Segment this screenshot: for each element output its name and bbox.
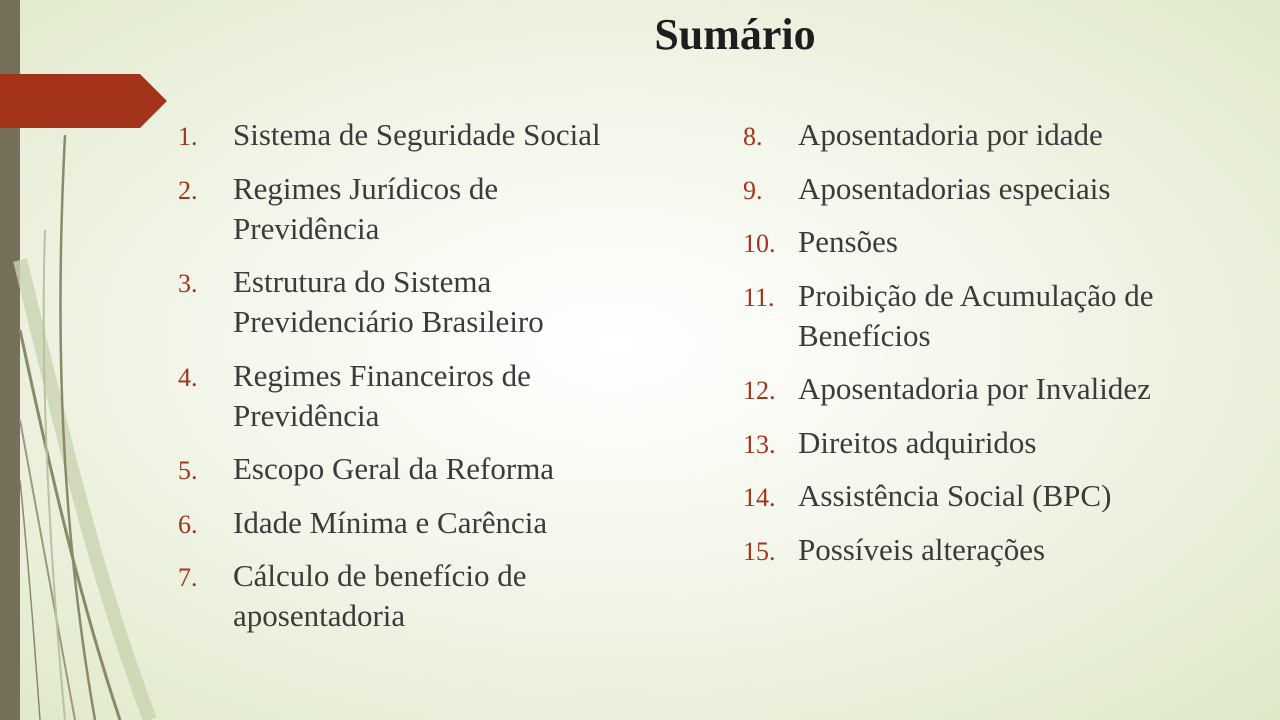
toc-item-text: Aposentadorias especiais bbox=[798, 170, 1111, 206]
toc-item bbox=[743, 530, 1263, 570]
toc-item-number: 3. bbox=[178, 269, 198, 298]
toc-item bbox=[178, 169, 698, 249]
toc-item bbox=[743, 169, 1263, 209]
toc-item bbox=[178, 556, 698, 636]
toc-item-number: 4. bbox=[178, 362, 198, 392]
toc-item-number: 9. bbox=[743, 175, 763, 205]
toc-item-text: Sistema de Seguridade Social bbox=[233, 117, 601, 152]
toc-item bbox=[743, 476, 1263, 516]
toc-item-number: 14. bbox=[743, 483, 776, 512]
toc-right-column bbox=[743, 115, 1263, 583]
toc-item-text: Assistência Social (BPC) bbox=[798, 478, 1112, 513]
toc-item-text: Aposentadoria por idade bbox=[798, 117, 1103, 152]
toc-item-text: Cálculo de benefício de aposentadoria bbox=[233, 558, 527, 633]
toc-item-number: 2. bbox=[178, 175, 198, 205]
toc-item-number: 13. bbox=[743, 429, 776, 459]
toc-item bbox=[743, 369, 1263, 409]
toc-item-number: 1. bbox=[178, 122, 198, 151]
toc-item-text: Possíveis alterações bbox=[798, 531, 1046, 567]
toc-item-text: Aposentadoria por Invalidez bbox=[798, 371, 1151, 406]
toc-item-number: 15. bbox=[743, 536, 776, 566]
toc-item-number: 10. bbox=[743, 229, 776, 258]
toc-item-text: Escopo Geral da Reforma bbox=[233, 451, 555, 486]
toc-item bbox=[178, 262, 698, 342]
toc-item bbox=[743, 423, 1263, 463]
toc-item bbox=[743, 276, 1263, 356]
toc-item-text: Regimes Jurídicos de Previdência bbox=[233, 170, 499, 246]
toc-item-number: 5. bbox=[178, 456, 198, 485]
toc-item-text: Direitos adquiridos bbox=[798, 424, 1037, 460]
toc-item bbox=[178, 115, 698, 155]
toc-item-text: Idade Mínima e Carência bbox=[233, 504, 548, 540]
toc-left-column bbox=[178, 115, 698, 650]
toc-item-number: 7. bbox=[178, 563, 198, 592]
toc-item-text: Pensões bbox=[798, 224, 898, 259]
toc-item bbox=[178, 503, 698, 543]
toc-item bbox=[178, 449, 698, 489]
toc-item bbox=[743, 115, 1263, 155]
toc-item-text: Proibição de Acumulação de Benefícios bbox=[798, 277, 1154, 353]
toc-item-number: 11. bbox=[743, 282, 775, 312]
toc-item-text: Regimes Financeiros de Previdência bbox=[233, 357, 531, 433]
toc-item bbox=[178, 356, 698, 436]
toc-item-number: 8. bbox=[743, 122, 763, 151]
toc-item-number: 12. bbox=[743, 376, 776, 405]
toc-item-number: 6. bbox=[178, 509, 198, 539]
accent-arrow-shape bbox=[0, 0, 170, 720]
slide-title: Sumário bbox=[654, 10, 816, 59]
toc-item-text: Estrutura do Sistema Previdenciário Brasileiro bbox=[233, 264, 544, 339]
toc-item bbox=[743, 222, 1263, 262]
